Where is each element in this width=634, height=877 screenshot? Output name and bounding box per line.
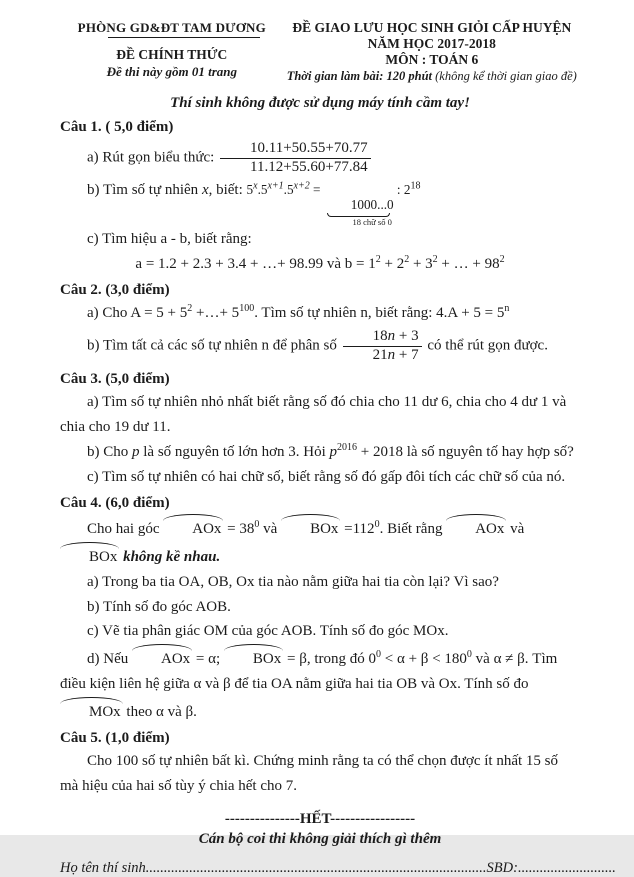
cau-2a-t3: . Tìm số tự nhiên n, biết rằng: 4.A + 5 = 5 [254,305,505,322]
header [60,20,580,84]
page-count-note: Đề thi này gồm 01 trang [106,64,237,79]
cau-3b-t2: là số nguyên tố lớn hơn 3. Hỏi [139,444,330,461]
cau-3-title: Câu 3. (5,0 điểm) [60,371,170,388]
deg-4: 0 [466,649,472,661]
cau-4d-t5: và α ≠ β. Tìm điều kiện liên hệ giữa α và β để tia OA nằm giữa hai tia OB và Ox. Tính số đo [60,651,558,693]
dot-5: .5 [257,182,268,198]
sq-3: 2 [432,254,438,266]
cau-2a-t1: a) Cho A = 5 + 5 [87,305,188,322]
number-1000: 1000...0 [350,197,394,213]
cau-1c: c) Tìm hiệu a - b, biết rằng: [87,231,252,248]
section-cau-1 [60,119,580,277]
cau-1-title: Câu 1. ( 5,0 điểm) [60,119,174,135]
cau-4d [60,644,580,725]
header-left-block [60,20,284,80]
cau-4c: c) Vẽ tia phân giác OM của góc AOB. Tính số đo góc MOx. [87,623,449,640]
intro-t2: = 38 [223,520,255,537]
cau-5-title: Câu 5. (1,0 điểm) [60,730,170,747]
subject: MÔN : TOÁN 6 [385,52,479,67]
not-adjacent-emphasis: không kề nhau. [119,548,221,565]
exam-title: ĐỀ GIAO LƯU HỌC SINH GIỎI CẤP HUYỆN [292,20,572,35]
cau-1a-text: a) Rút gọn biểu thức: [87,149,219,166]
deg-2: 0 [374,518,380,530]
official-exam-label: ĐỀ CHÍNH THỨC [116,47,228,62]
angle-AOx: AOx [163,514,223,542]
underbrace-label: 18 chữ số 0 [352,216,392,227]
den-plus7: + 7 [395,346,419,363]
sq-4: 2 [499,254,505,266]
cau-4d-t4: < α + β < 180 [381,651,467,668]
var-p: p [132,444,140,461]
candidate-name-label: Họ tên thí sinh [60,859,146,876]
het-divider: ---------------HẾT----------------- [224,810,416,827]
duration-line [284,69,580,84]
angle-AOx-2: AOx [446,514,506,542]
fraction-1a-numerator: 10.11+50.55+70.77 [220,140,371,159]
intro-t5: . Biết rằng [379,520,447,537]
section-cau-3 [60,371,580,490]
den-n: n [387,346,396,363]
section-cau-5 [60,730,580,799]
angle-BOx-2: BOx [60,542,119,570]
footer [60,810,616,877]
equals: = [309,182,324,198]
angle-BOx: BOx [281,514,340,542]
base-5: 5 [246,182,254,198]
section-cau-4 [60,495,580,725]
exp-18: 18 [410,180,421,192]
title-underline [108,37,260,38]
cau-4a: a) Trong ba tia OA, OB, Ox tia nào nằm giữa hai tia còn lại? Vì sao? [87,573,499,590]
angle-MOx: MOx [60,697,123,725]
cau-3b-t1: b) Cho [87,444,132,461]
underbrace-glyph [327,213,390,217]
exp-x1: x+1 [267,180,284,192]
cau-3c: c) Tìm số tự nhiên có hai chữ số, biết rằng số đó gấp đôi tích các chữ số của nó. [87,469,566,486]
cau-2b-post: có thể rút gọn được. [423,337,548,354]
candidate-name-dots: .............................................................................................. [145,859,487,876]
exp-x: x [253,180,258,192]
num-18: 18 [372,327,388,344]
cau-2a-t2: +…+ 5 [192,305,240,322]
cau-1b-text: b) Tìm số tự nhiên [87,182,202,199]
formula-a: a = 1.2 + 2.3 + 3.4 + …+ 98.99 và b = 1 [135,256,376,273]
section-cau-2 [60,282,580,366]
fraction-2b-numerator [343,328,422,347]
cau-4b: b) Tính số đo góc AOB. [87,598,231,615]
cau-5-body: Cho 100 số tự nhiên bất kì. Chứng minh rằng ta có thể chọn được ít nhất 15 số mà hiệu của hai số tùy ý chia hết cho 7. [60,753,559,794]
num-n: n [387,327,396,344]
cau-4d-t6: theo α và β. [122,704,197,721]
num-plus3: + 3 [395,327,419,344]
cau-2b [60,326,580,366]
school-year: NĂM HỌC 2017-2018 [367,36,496,51]
sbd-dots: ........................... [517,859,616,876]
cau-4d-t2: = α; [192,651,224,668]
fraction-1a-denominator: 11.12+55.60+77.84 [250,158,368,175]
cau-1b [60,178,580,227]
formula-b: + 2 [380,256,405,273]
cau-4d-t1: d) Nếu [87,651,132,668]
dot-5b: .5 [283,182,294,198]
intro-t1: Cho hai góc [87,520,164,537]
angle-AOx-3: AOx [132,644,192,672]
cau-3a: a) Tìm số tự nhiên nhỏ nhất biết rằng số đó chia cho 11 dư 6, chia cho 4 dư 1 và chia cho 19 dư 11. [60,394,567,436]
department-title: PHÒNG GD&ĐT TAM DƯƠNG [77,20,266,35]
exp-2016: 2016 [337,442,358,454]
formula-d: + … + 98 [437,256,500,273]
divide-2: : 2 [393,182,411,198]
angle-BOx-3: BOx [224,644,283,672]
sq-1: 2 [375,254,381,266]
intro-t3: và [259,520,282,537]
cau-2-title: Câu 2. (3,0 điểm) [60,282,170,299]
var-x: x [201,182,209,199]
fraction-1a [220,140,371,176]
cau-2a-s3: n [504,303,510,315]
cau-2a-s1: 2 [187,303,193,315]
cau-2b-text: b) Tìm tất cả các số tự nhiên n để phân số [87,337,341,354]
intro-t6: và [506,520,525,537]
sbd-label: SBD: [486,859,518,876]
formula-c: + 3 [409,256,433,273]
sq-2: 2 [404,254,410,266]
candidate-line [60,859,616,877]
fraction-2b-denominator [343,347,422,365]
cau-1a [60,138,580,178]
var-p2: p [329,444,338,461]
header-right-block [284,20,580,84]
den-21: 21 [372,346,388,363]
cau-1b-mid: , biết: [208,182,247,199]
underbrace-number [324,197,394,227]
cau-1c-formula [60,252,580,277]
calculator-notice: Thí sinh không được sử dụng máy tính cầm tay! [170,95,470,111]
fraction-2b [343,328,422,364]
duration-note: (không kể thời gian giao đề) [435,69,577,83]
cau-4-intro [60,514,580,570]
intro-t4: =112 [340,520,375,537]
deg-3: 0 [376,649,382,661]
cau-4-title: Câu 4. (6,0 điểm) [60,494,170,511]
cau-2a [60,301,580,326]
cau-2a-s2: 100 [239,303,255,315]
cau-4d-t3: = β, trong đó 0 [283,651,377,668]
deg-1: 0 [254,518,260,530]
cau-1b-equation [246,180,421,227]
cau-3b-t3: + 2018 là số nguyên tố hay hợp số? [357,444,574,461]
cau-3b [60,440,580,465]
proctor-note: Cán bộ coi thi không giải thích gì thêm [198,830,442,847]
exp-x2: x+2 [293,180,310,192]
duration-bold: Thời gian làm bài: 120 phút [286,69,436,83]
